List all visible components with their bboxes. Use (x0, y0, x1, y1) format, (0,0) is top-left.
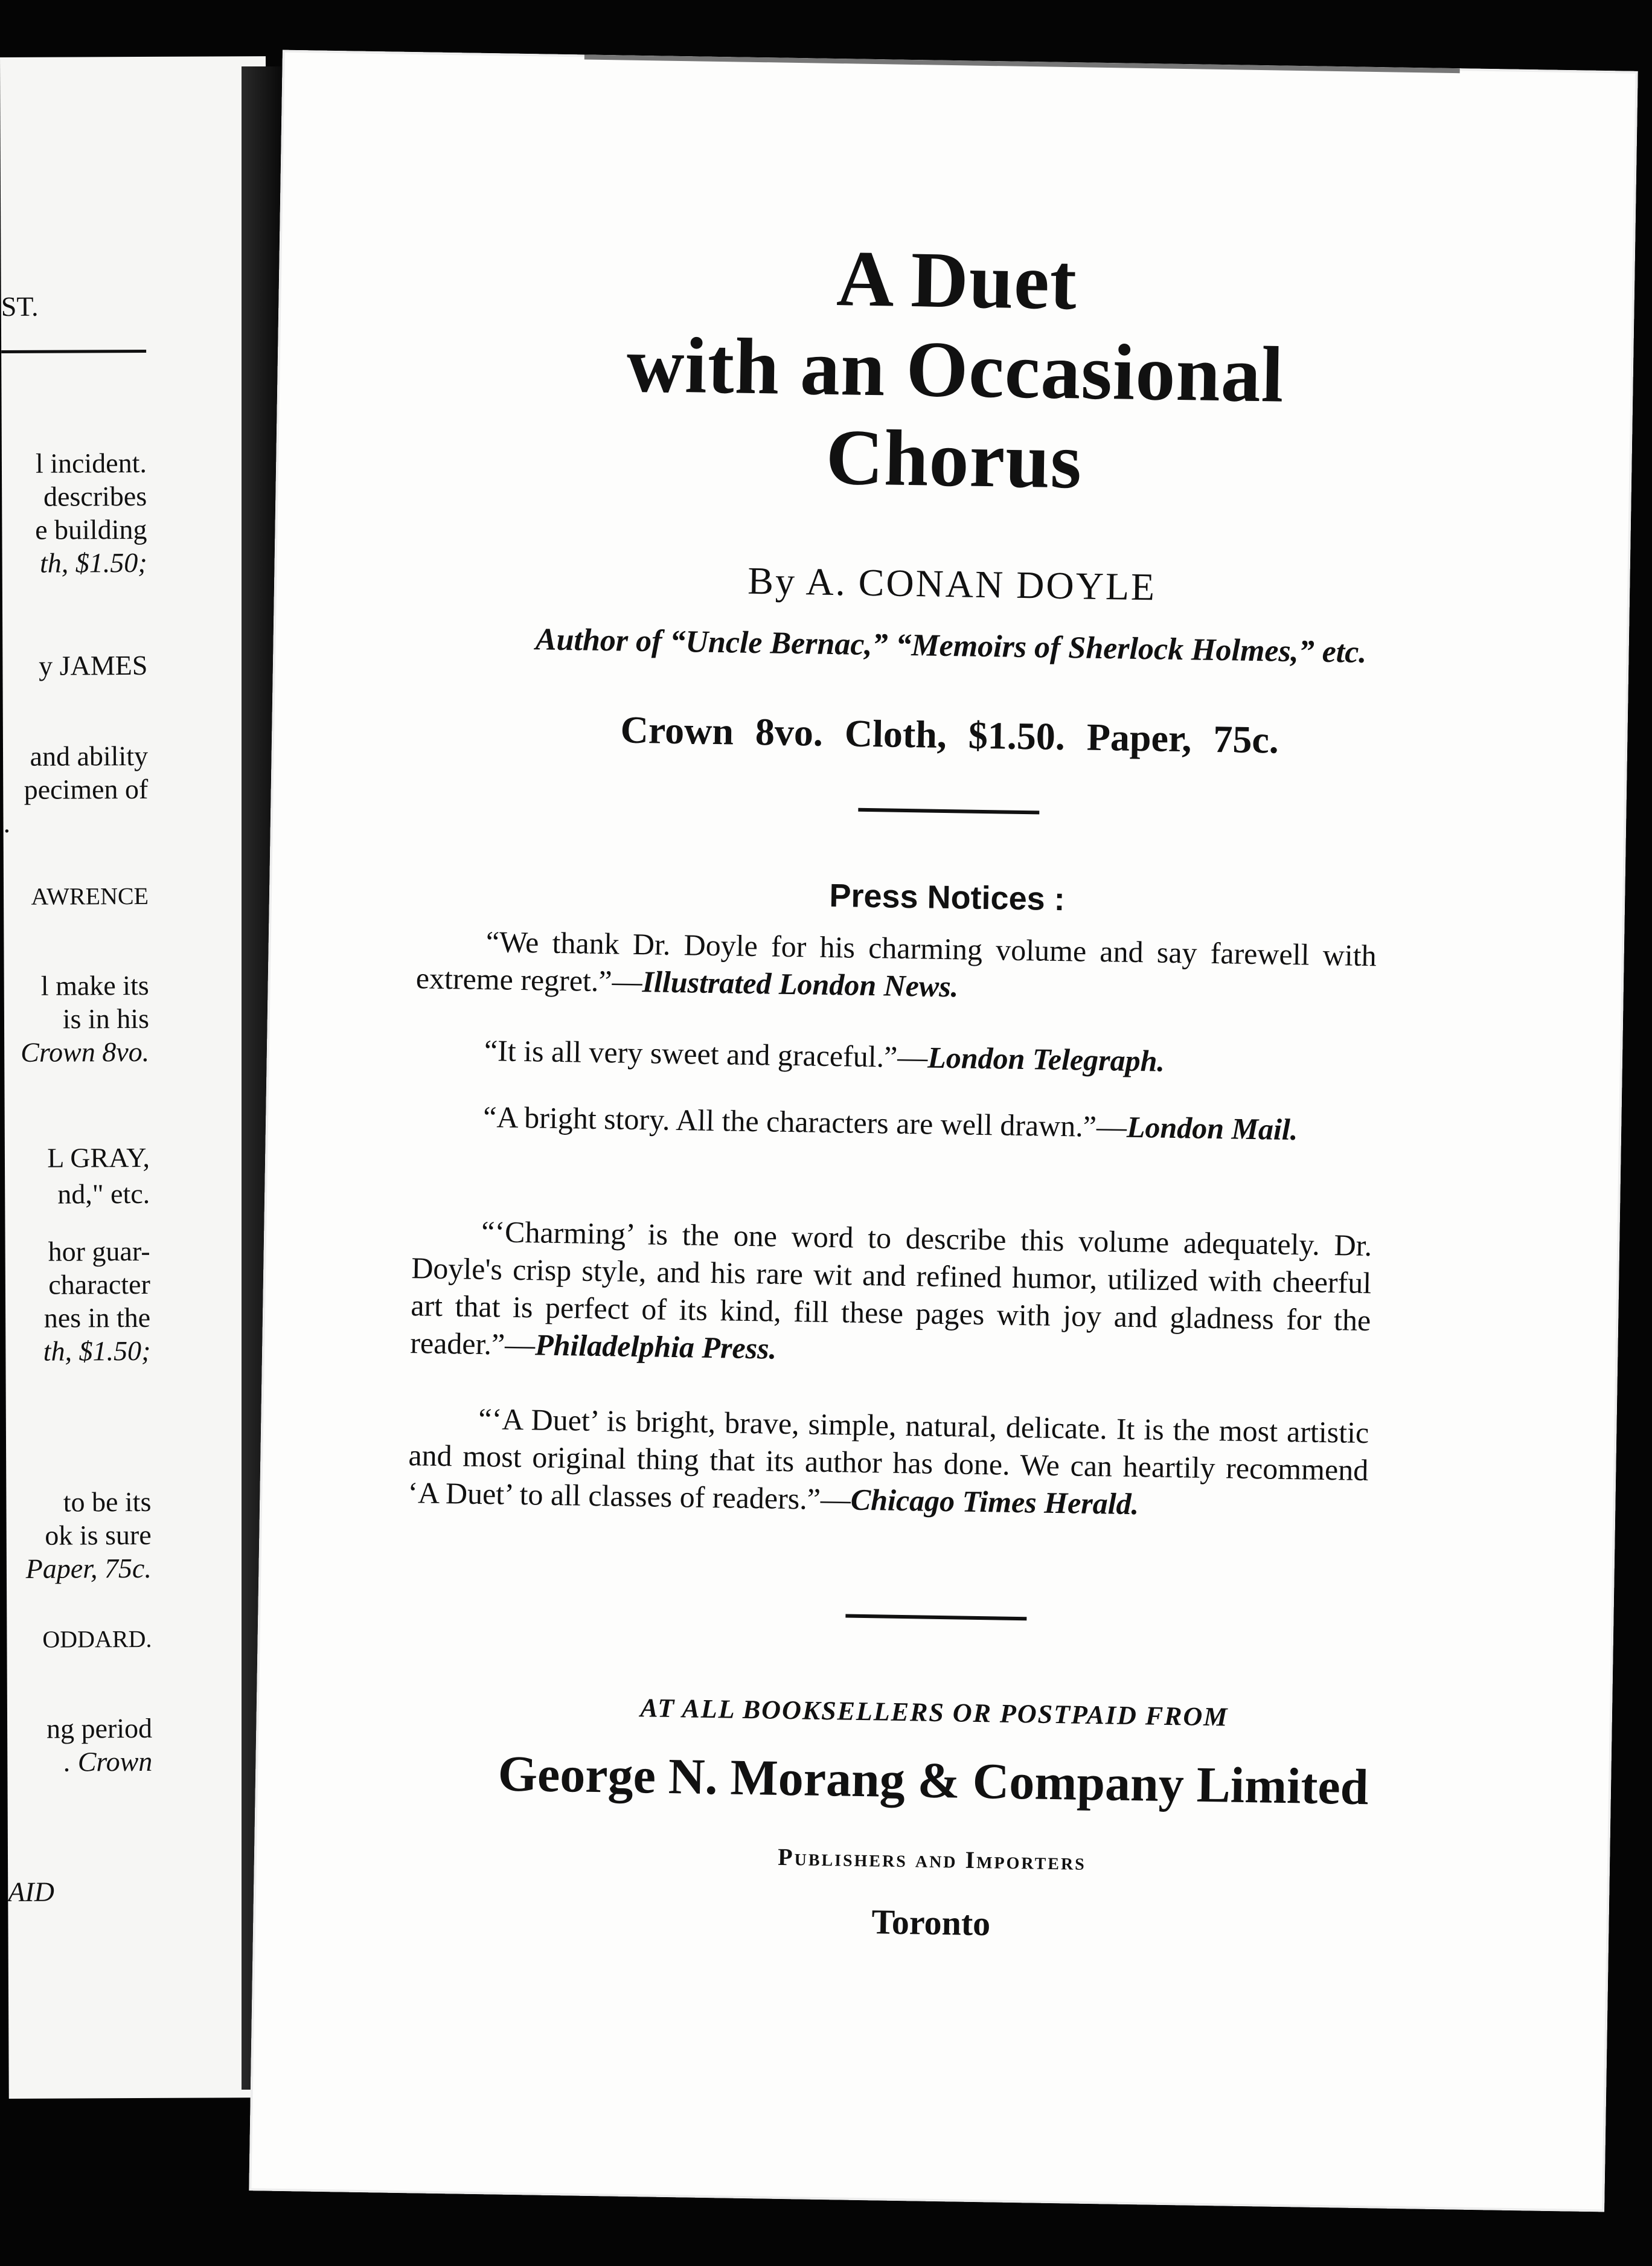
title-line-3: Chorus (825, 412, 1083, 506)
left-line: ok is sure (45, 1519, 152, 1551)
left-line: nes in the (43, 1302, 151, 1334)
notice-source: Philadelphia Press. (534, 1327, 777, 1366)
press-notice (408, 1399, 1369, 1526)
price-formats: Crown 8vo. Cloth, $1.50. Paper, 75c. (620, 708, 1279, 762)
notice-quote: “A bright story. All the characters are well drawn.”— (482, 1100, 1127, 1144)
title-line-2: with an Occasional (626, 319, 1285, 419)
press-notice (410, 1212, 1372, 1376)
seller-line: AT ALL BOOKSELLERS OR POSTPAID FROM (639, 1693, 1229, 1732)
left-line: l make its (40, 969, 149, 1001)
notice-quote: “We thank Dr. Doyle for his charming volume and say farewell with extreme regret.”— (415, 925, 1377, 999)
left-line: th, $1.50; (43, 1335, 151, 1367)
left-line: and ability (30, 740, 149, 772)
left-line: y JAMES (39, 649, 148, 681)
press-notice (414, 1097, 1374, 1149)
notice-quote: “‘A Duet’ is bright, brave, simple, natural, delicate. It is the most artistic and most original thing that its author has done. We can heartily recommend ‘A Duet’ to all classes of readers.”— (408, 1401, 1369, 1517)
left-line: is in his (62, 1003, 150, 1035)
author-byline: By A. CONAN DOYLE (747, 559, 1157, 609)
left-line: character (48, 1268, 150, 1300)
left-line: . Crown (63, 1745, 153, 1777)
press-notices-heading: Press Notices : (829, 877, 1066, 918)
book-title (275, 225, 1635, 515)
notice-source: London Telegraph. (927, 1040, 1165, 1078)
left-line: ST. (1, 290, 39, 322)
left-line: nd," etc. (57, 1178, 150, 1210)
notice-source: Illustrated London News. (642, 964, 959, 1004)
left-rule (1, 350, 146, 353)
left-line: th, $1.50; (39, 547, 147, 579)
left-line: to be its (63, 1486, 152, 1518)
publisher-city: Toronto (871, 1902, 991, 1943)
left-page-fragment (0, 56, 275, 2099)
left-line: ODDARD. (42, 1625, 152, 1653)
left-line: AWRENCE (31, 882, 149, 910)
publisher-role: Publishers and Importers (777, 1843, 1087, 1875)
divider-rule (858, 808, 1039, 815)
left-line: . (3, 807, 11, 838)
left-line: pecimen of (24, 773, 149, 805)
left-line: L GRAY, (47, 1141, 150, 1173)
notice-source: London Mail. (1126, 1109, 1298, 1147)
left-line: describes (43, 480, 147, 512)
left-line: hor guar- (48, 1235, 150, 1267)
page-top-edge (584, 54, 1460, 73)
author-credits: Author of “Uncle Bernac,” “Memoirs of Sherlock Holmes,” etc. (535, 622, 1367, 670)
advertisement-page (249, 50, 1638, 2212)
divider-rule (845, 1614, 1026, 1621)
left-line: AID (8, 1876, 55, 1907)
notice-quote: “‘Charming’ is the one word to describe this volume adequately. Dr. Doyle's crisp style, and his rare wit and refined humor, utilized with cheerful art that is perfect of its kind, fill these pages with joy and gladness for the reader.”— (409, 1215, 1372, 1362)
notice-source: Chicago Times Herald. (850, 1482, 1139, 1521)
title-line-1: A Duet (836, 234, 1078, 327)
notice-quote: “It is all very sweet and graceful.”— (484, 1033, 928, 1074)
press-notice (415, 922, 1377, 1012)
left-line: e building (35, 513, 147, 545)
publisher-name: George N. Morang & Company Limited (498, 1745, 1369, 1816)
left-line: l incident. (35, 447, 147, 479)
left-line: Crown 8vo. (21, 1036, 150, 1068)
press-notice (415, 1030, 1375, 1083)
left-line: Paper, 75c. (25, 1552, 152, 1584)
left-line: ng period (46, 1712, 153, 1744)
